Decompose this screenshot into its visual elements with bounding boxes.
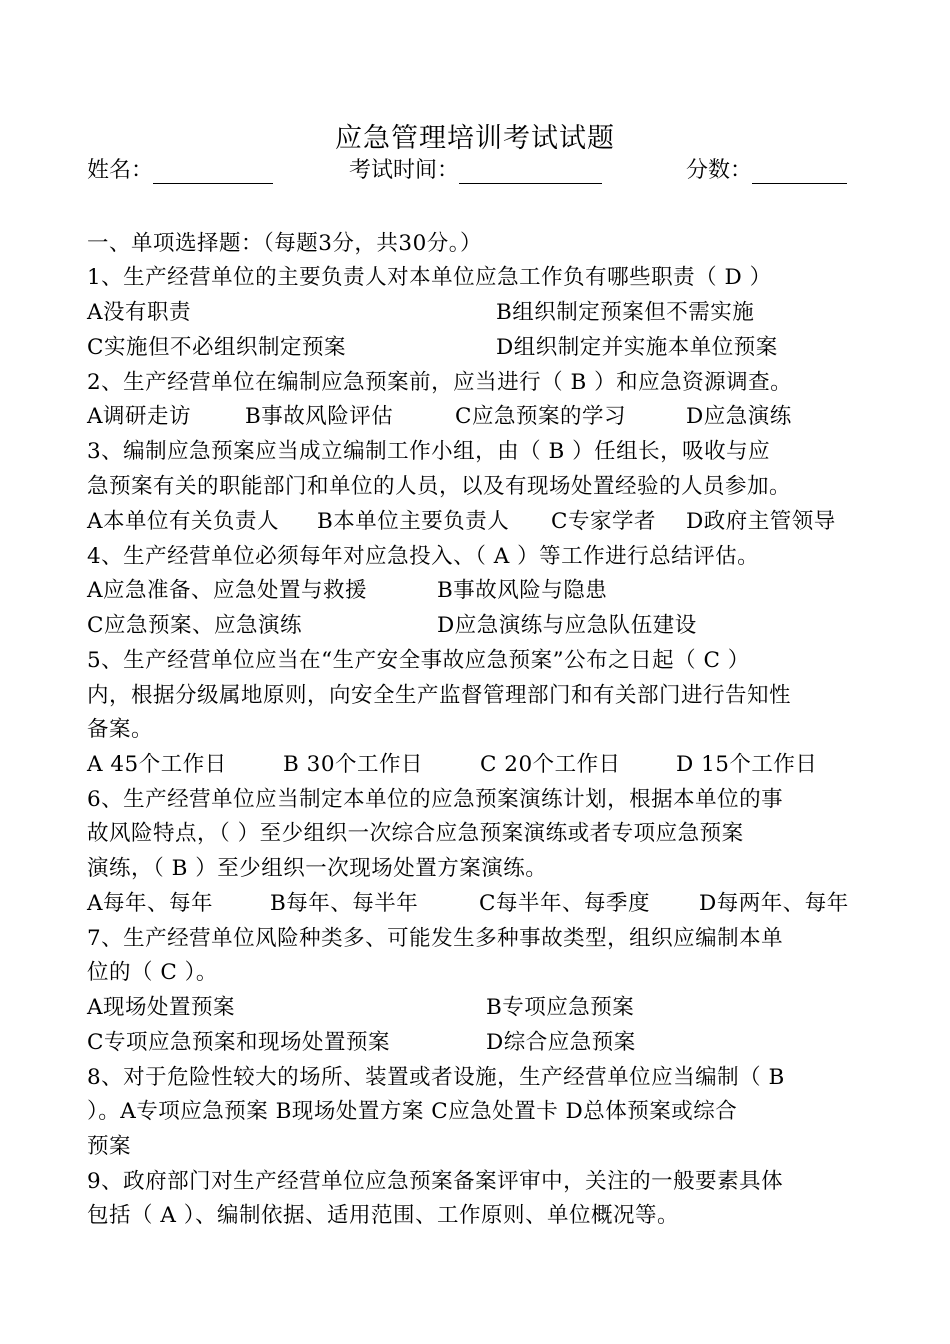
score-label: 分数：: [686, 158, 753, 183]
q1-option-b: B组织制定预案但不需实施: [496, 300, 755, 325]
q5-option-b: B 30个工作日: [283, 752, 423, 777]
q6-option-b: B每年、每半年: [270, 891, 419, 916]
q5-option-d: D 15个工作日: [676, 752, 818, 777]
q1-option-d: D组织制定并实施本单位预案: [496, 335, 778, 360]
page-title: 应急管理培训考试试题: [335, 123, 615, 154]
question-5-stem-line2: 内，根据分级属地原则，向安全生产监督管理部门和有关部门进行告知性: [87, 683, 792, 708]
name-blank: [153, 159, 273, 184]
question-8-stem-line3: 预案: [87, 1134, 132, 1159]
question-3-stem-line2: 急预案有关的职能部门和单位的人员，以及有现场处置经验的人员参加。: [87, 474, 792, 499]
question-5-stem-line1: 5、生产经营单位应当在“生产安全事故应急预案”公布之日起（ C ）: [87, 648, 750, 673]
score-field: [686, 153, 847, 184]
q4-option-d: D应急演练与应急队伍建设: [437, 613, 697, 638]
question-7-stem-line2: 位的（ C ）。: [87, 960, 218, 985]
time-blank: [459, 159, 602, 184]
q4-option-a: A应急准备、应急处置与救援: [87, 578, 368, 603]
question-9-stem-line2: 包括（ A ）、编制依据、适用范围、工作原则、单位概况等。: [87, 1203, 679, 1228]
exam-info-line: [87, 153, 867, 189]
time-label: 考试时间：: [349, 158, 460, 183]
q5-option-a: A 45个工作日: [87, 752, 227, 777]
question-4-stem: 4、生产经营单位必须每年对应急投入、（ A ）等工作进行总结评估。: [87, 544, 760, 569]
question-6-stem-line1: 6、生产经营单位应当制定本单位的应急预案演练计划，根据本单位的事: [87, 787, 784, 812]
q1-option-a: A没有职责: [87, 300, 192, 325]
question-8-stem-line1: 8、对于危险性较大的场所、装置或者设施，生产经营单位应当编制（ B: [87, 1065, 785, 1090]
question-1-stem: 1、生产经营单位的主要负责人对本单位应急工作负有哪些职责（ D ）: [87, 265, 772, 290]
q7-option-d: D综合应急预案: [486, 1030, 636, 1055]
q7-option-b: B专项应急预案: [486, 995, 635, 1020]
q6-option-a: A每年、每年: [87, 891, 214, 916]
q1-option-c: C实施但不必组织制定预案: [87, 335, 346, 360]
question-9-stem-line1: 9、政府部门对生产经营单位应急预案备案评审中，关注的一般要素具体: [87, 1169, 784, 1194]
q2-option-d: D应急演练: [686, 404, 792, 429]
question-8-stem-line2: ）。A专项应急预案 B现场处置方案 C应急处置卡 D总体预案或综合: [87, 1099, 738, 1124]
q5-option-c: C 20个工作日: [480, 752, 621, 777]
question-7-stem-line1: 7、生产经营单位风险种类多、可能发生多种事故类型，组织应编制本单: [87, 926, 784, 951]
score-blank: [752, 159, 847, 184]
q2-option-b: B事故风险评估: [245, 404, 394, 429]
q2-option-c: C应急预案的学习: [455, 404, 626, 429]
name-label: 姓名：: [87, 158, 154, 183]
q4-option-b: B事故风险与隐患: [437, 578, 608, 603]
name-field: [87, 153, 273, 184]
q7-option-a: A现场处置预案: [87, 995, 236, 1020]
time-field: [349, 153, 602, 184]
q6-option-c: C每半年、每季度: [479, 891, 650, 916]
q3-option-c: C专家学者: [551, 509, 656, 534]
q3-option-d: D政府主管领导: [686, 509, 836, 534]
q7-option-c: C专项应急预案和现场处置预案: [87, 1030, 390, 1055]
question-6-stem-line3: 演练，（ B ）至少组织一次现场处置方案演练。: [87, 856, 548, 881]
q3-option-b: B本单位主要负责人: [317, 509, 510, 534]
question-2-stem: 2、生产经营单位在编制应急预案前，应当进行（ B ）和应急资源调查。: [87, 370, 793, 395]
section-heading: 一、单项选择题：（每题3分，共30分。）: [87, 231, 483, 256]
question-3-stem-line1: 3、编制应急预案应当成立编制工作小组，由（ B ）任组长，吸收与应: [87, 439, 771, 464]
q4-option-c: C应急预案、应急演练: [87, 613, 302, 638]
q3-option-a: A本单位有关负责人: [87, 509, 280, 534]
question-5-stem-line3: 备案。: [87, 717, 154, 742]
question-6-stem-line2: 故风险特点，（ ）至少组织一次综合应急预案演练或者专项应急预案: [87, 821, 744, 846]
q2-option-a: A调研走访: [87, 404, 192, 429]
q6-option-d: D每两年、每年: [699, 891, 849, 916]
